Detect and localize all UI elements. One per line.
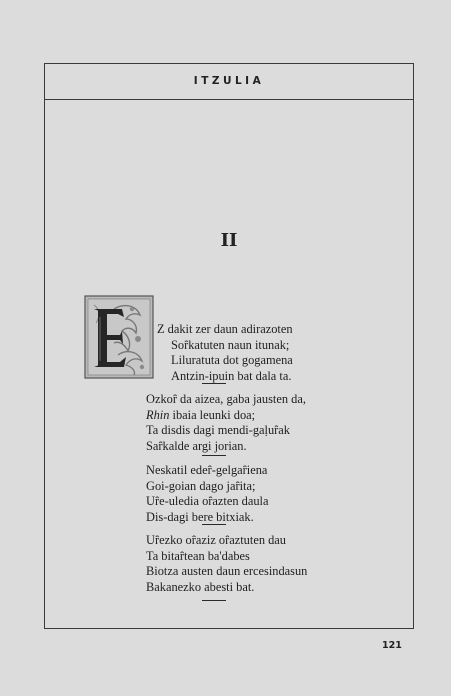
stanza-1 [157, 322, 293, 384]
stanza-3 [146, 463, 268, 525]
stanza-4-line-4: Bakanezko abesti bat. [146, 579, 255, 594]
stanza-2-line-1: Ozkoȓ da aizea, gaba jausten da, [146, 392, 306, 406]
stanza-2-line-3: Ta disdis dagi mendi-gaḷuȓak [146, 423, 290, 438]
stanza-separator [202, 383, 226, 384]
header-rule [44, 99, 414, 100]
stanza-4-line-2: Ta bitaȓtean ba'dabes [146, 548, 250, 563]
page-number: 121 [382, 640, 402, 651]
rhin-italic: Rhin [146, 407, 170, 422]
stanza-2 [146, 392, 306, 454]
stanza-4-line-3: Biotza austen daun ercesindasun [146, 564, 308, 579]
stanza-separator [202, 455, 226, 456]
running-title: ITZULIA [193, 75, 265, 87]
stanza-1-line-2: Soȓkatuten naun itunak; [171, 337, 290, 352]
chapter-numeral: II [220, 230, 238, 251]
stanza-1-line-4: Antzin-ipuin bat dala ta. [171, 368, 292, 383]
stanza-1-line-3: Liluratuta dot gogamena [171, 353, 293, 368]
stanza-separator [202, 600, 226, 601]
stanza-3-line-4: Dis-dagi bere bitxiak. [146, 509, 254, 524]
stanza-4 [146, 533, 307, 595]
stanza-3-line-1: Neskatil edeȓ-gelgaȓiena [146, 463, 268, 477]
stanza-3-line-3: Uȓe-uledia oȓazten daula [146, 494, 269, 509]
stanza-separator [202, 524, 226, 525]
stanza-2-line-2-rest: ibaia leunki doa; [169, 407, 256, 422]
stanza-2-line-2 [146, 408, 306, 424]
stanza-1-line-1: Z dakit zer daun adirazoten [157, 322, 293, 336]
stanza-3-line-2: Goi-goian dago jaȓita; [146, 478, 256, 493]
stanza-2-line-4: Saȓkalde argi jorian. [146, 438, 247, 453]
drop-cap-e-ornament [84, 295, 154, 379]
stanza-4-line-1: Uȓezko oȓaziz oȓaztuten dau [146, 533, 287, 547]
